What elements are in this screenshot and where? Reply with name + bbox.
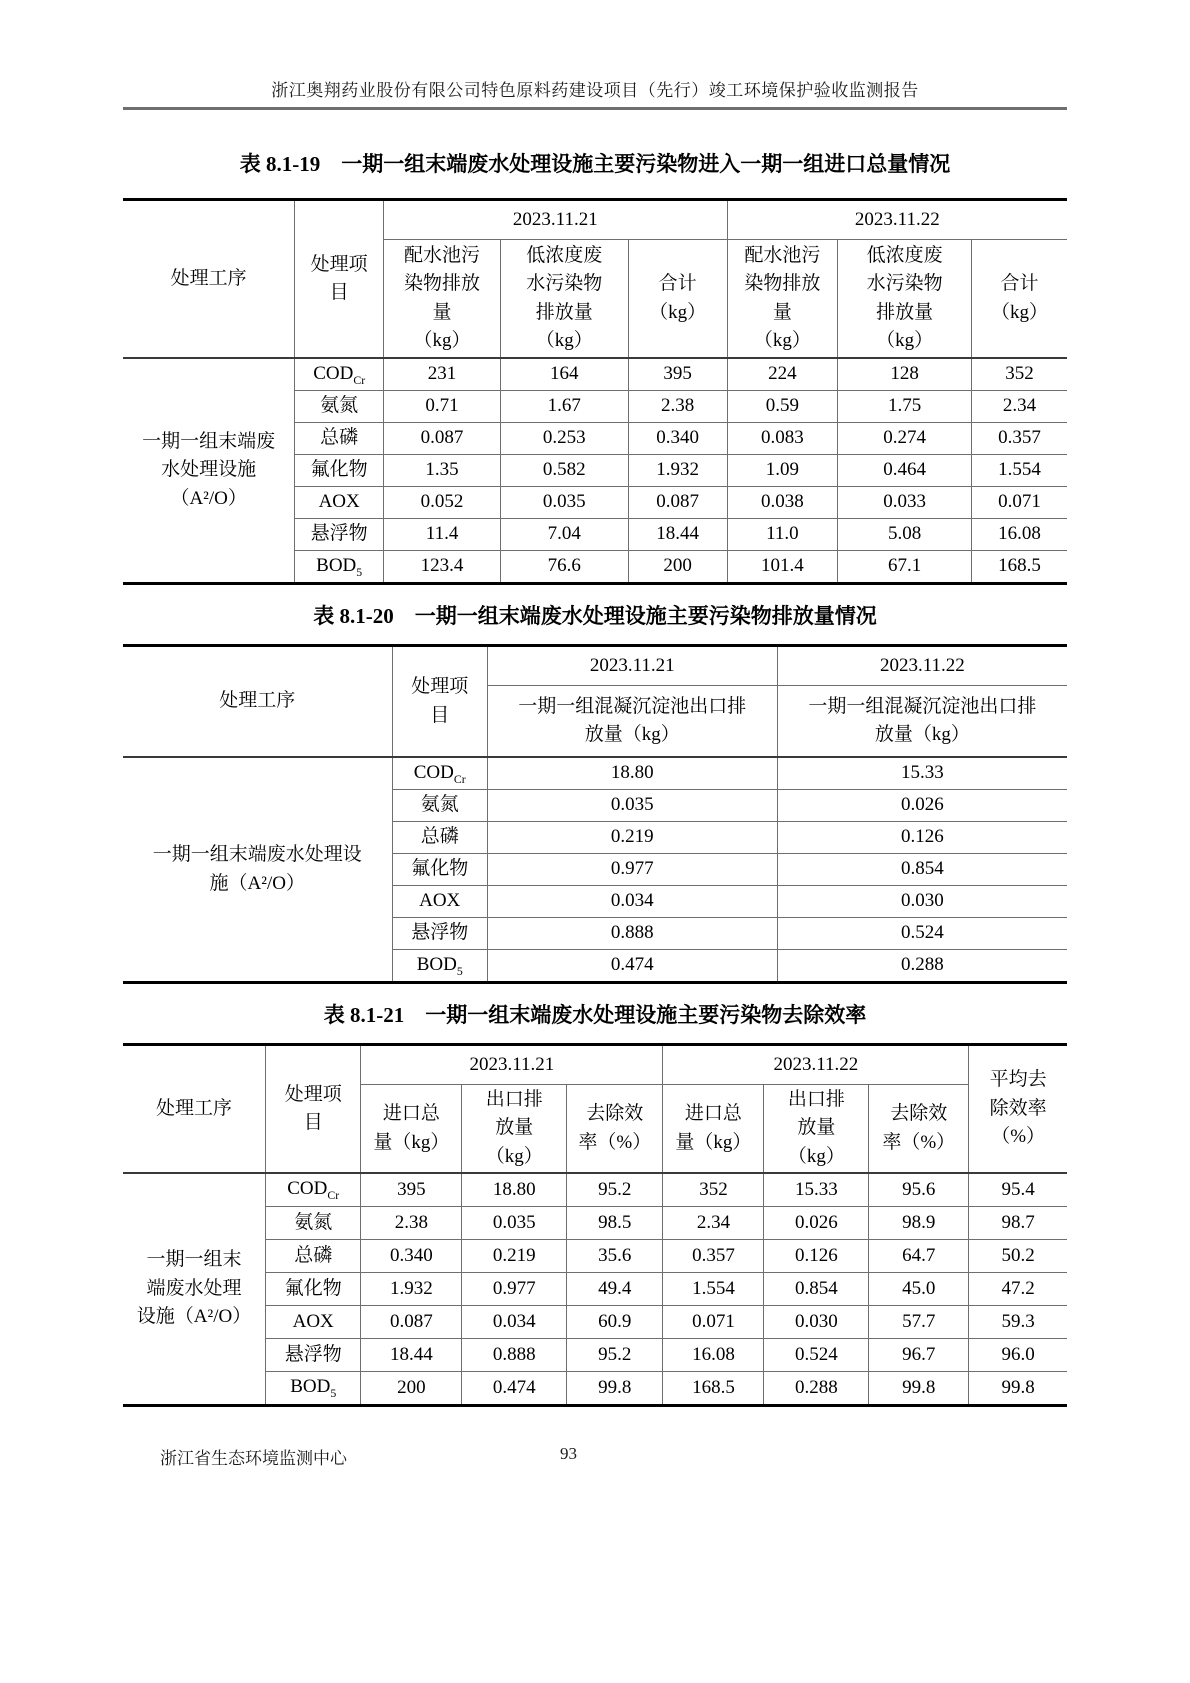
pollutant-name [295, 455, 384, 487]
pollutant-name [266, 1273, 361, 1306]
pollutant-base: 悬浮物 [310, 523, 368, 545]
value-cell: 0.087 [628, 487, 727, 519]
header-dispatch-pool: 配水池污 染物排放 量 （kg） [384, 240, 501, 359]
header-average-removal: 平均去 除效率 （%） [969, 1045, 1067, 1174]
value-cell: 18.80 [487, 757, 777, 790]
value-cell: 0.888 [487, 918, 777, 950]
value-cell: 1.554 [972, 455, 1067, 487]
header-date-1: 2023.11.21 [384, 200, 728, 240]
value-cell: 45.0 [869, 1273, 969, 1306]
value-cell: 0.071 [972, 487, 1067, 519]
value-cell: 224 [727, 358, 837, 391]
value-cell: 57.7 [869, 1306, 969, 1339]
value-cell: 0.219 [462, 1240, 567, 1273]
value-cell: 59.3 [969, 1306, 1067, 1339]
header-low-concentration: 低浓度废 水污染物 排放量 （kg） [838, 240, 972, 359]
table-8-1-21-title: 表 8.1-21 一期一组末端废水处理设施主要污染物去除效率 [323, 1003, 867, 1027]
value-cell: 352 [663, 1173, 764, 1207]
pollutant-name [295, 358, 384, 391]
pollutant-name [266, 1207, 361, 1240]
header-process-column: 处理工序 [123, 646, 392, 758]
pollutant-base: BOD [290, 1376, 331, 1398]
pollutant-base: COD [287, 1178, 328, 1200]
value-cell: 98.7 [969, 1207, 1067, 1240]
value-cell: 0.083 [727, 423, 837, 455]
footer-organization: 浙江省生态环境监测中心 [160, 1449, 347, 1468]
pollutant-name [392, 822, 487, 854]
value-cell: 0.026 [764, 1207, 869, 1240]
value-cell: 0.854 [764, 1273, 869, 1306]
value-cell: 96.0 [969, 1339, 1067, 1372]
pollutant-subscript: Cr [453, 772, 466, 786]
header-process-column: 处理工序 [123, 200, 295, 359]
value-cell: 11.4 [384, 519, 501, 551]
pollutant-name [295, 487, 384, 519]
value-cell: 164 [501, 358, 628, 391]
header-outlet-discharge: 出口排 放量 （kg） [764, 1085, 869, 1174]
value-cell: 76.6 [501, 551, 628, 584]
footer-page-number: 93 [560, 1444, 577, 1463]
value-cell: 0.035 [487, 790, 777, 822]
value-cell: 168.5 [663, 1372, 764, 1406]
header-date-1: 2023.11.21 [487, 646, 777, 686]
pollutant-name [266, 1339, 361, 1372]
pollutant-name [392, 757, 487, 790]
value-cell: 16.08 [663, 1339, 764, 1372]
value-cell: 0.340 [361, 1240, 462, 1273]
value-cell: 0.288 [777, 950, 1067, 983]
pollutant-name [392, 918, 487, 950]
pollutant-subscript: Cr [353, 373, 366, 387]
value-cell: 96.7 [869, 1339, 969, 1372]
value-cell: 352 [972, 358, 1067, 391]
value-cell: 0.034 [487, 886, 777, 918]
value-cell: 1.932 [628, 455, 727, 487]
value-cell: 0.524 [777, 918, 1067, 950]
table-row [123, 646, 1067, 686]
value-cell: 64.7 [869, 1240, 969, 1273]
value-cell: 0.357 [972, 423, 1067, 455]
value-cell: 101.4 [727, 551, 837, 584]
value-cell: 50.2 [969, 1240, 1067, 1273]
value-cell: 2.34 [663, 1207, 764, 1240]
table-8-1-19-title: 表 8.1-19 一期一组末端废水处理设施主要污染物进入一期一组进口总量情况 [239, 152, 951, 176]
header-outlet-discharge: 一期一组混凝沉淀池出口排 放量（kg） [777, 686, 1067, 758]
header-item-column: 处理项 目 [295, 200, 384, 359]
value-cell: 168.5 [972, 551, 1067, 584]
pollutant-base: 总磷 [320, 427, 359, 449]
value-cell: 0.274 [838, 423, 972, 455]
value-cell: 95.6 [869, 1173, 969, 1207]
header-date-2: 2023.11.22 [727, 200, 1067, 240]
process-label: 一期一组末端废 水处理设施 （A²/O） [123, 358, 295, 584]
pollutant-base: 氨氮 [420, 794, 459, 816]
pollutant-name [295, 423, 384, 455]
value-cell: 95.2 [567, 1339, 663, 1372]
value-cell: 98.9 [869, 1207, 969, 1240]
header-divider-rule [123, 107, 1067, 110]
pollutant-base: AOX [419, 890, 461, 912]
value-cell: 395 [361, 1173, 462, 1207]
value-cell: 99.8 [969, 1372, 1067, 1406]
value-cell: 0.026 [777, 790, 1067, 822]
header-low-concentration: 低浓度废 水污染物 排放量 （kg） [501, 240, 628, 359]
pollutant-base: BOD [316, 554, 357, 576]
table-row [123, 1173, 1067, 1207]
process-label: 一期一组末 端废水处理 设施（A²/O） [123, 1173, 266, 1406]
value-cell: 0.977 [487, 854, 777, 886]
value-cell: 49.4 [567, 1273, 663, 1306]
value-cell: 1.35 [384, 455, 501, 487]
header-item-column: 处理项 目 [266, 1045, 361, 1174]
value-cell: 35.6 [567, 1240, 663, 1273]
table-row [123, 358, 1067, 391]
table-8-1-20 [123, 644, 1067, 984]
value-cell: 395 [628, 358, 727, 391]
pollutant-subscript: 5 [456, 964, 463, 978]
pollutant-base: 悬浮物 [411, 922, 469, 944]
header-item-column: 处理项 目 [392, 646, 487, 758]
pollutant-name [392, 790, 487, 822]
pollutant-name [295, 391, 384, 423]
value-cell: 0.854 [777, 854, 1067, 886]
value-cell: 231 [384, 358, 501, 391]
value-cell: 0.59 [727, 391, 837, 423]
pollutant-base: 氟化物 [310, 459, 368, 481]
pollutant-name [266, 1306, 361, 1339]
value-cell: 18.80 [462, 1173, 567, 1207]
value-cell: 60.9 [567, 1306, 663, 1339]
value-cell: 0.219 [487, 822, 777, 854]
document-header-title: 浙江奥翔药业股份有限公司特色原料药建设项目（先行）竣工环境保护验收监测报告 [271, 81, 919, 100]
value-cell: 99.8 [869, 1372, 969, 1406]
header-process-column: 处理工序 [123, 1045, 266, 1174]
value-cell: 1.75 [838, 391, 972, 423]
table-row [123, 1372, 1067, 1406]
value-cell: 95.4 [969, 1173, 1067, 1207]
value-cell: 200 [628, 551, 727, 584]
value-cell: 0.087 [361, 1306, 462, 1339]
value-cell: 0.977 [462, 1273, 567, 1306]
pollutant-name [392, 950, 487, 983]
pollutant-name [392, 854, 487, 886]
pollutant-base: 悬浮物 [284, 1343, 342, 1365]
table-row [123, 757, 1067, 790]
value-cell: 18.44 [628, 519, 727, 551]
pollutant-base: BOD [416, 953, 457, 975]
header-date-1: 2023.11.21 [361, 1045, 663, 1085]
value-cell: 0.582 [501, 455, 628, 487]
value-cell: 123.4 [384, 551, 501, 584]
pollutant-base: 氨氮 [320, 395, 359, 417]
header-total: 合计 （kg） [628, 240, 727, 359]
process-label: 一期一组末端废水处理设 施（A²/O） [123, 757, 392, 983]
pollutant-subscript: 5 [330, 1387, 337, 1401]
pollutant-base: 总磷 [420, 826, 459, 848]
table-row [123, 200, 1067, 240]
header-removal-rate: 去除效 率（%） [567, 1085, 663, 1174]
value-cell: 2.34 [972, 391, 1067, 423]
header-outlet-discharge: 出口排 放量 （kg） [462, 1085, 567, 1174]
value-cell: 67.1 [838, 551, 972, 584]
table-row [123, 1273, 1067, 1306]
pollutant-base: AOX [318, 491, 360, 513]
value-cell: 99.8 [567, 1372, 663, 1406]
value-cell: 0.253 [501, 423, 628, 455]
pollutant-base: 总磷 [294, 1244, 333, 1266]
value-cell: 7.04 [501, 519, 628, 551]
value-cell: 0.033 [838, 487, 972, 519]
header-date-2: 2023.11.22 [777, 646, 1067, 686]
header-inlet-total: 进口总 量（kg） [361, 1085, 462, 1174]
pollutant-base: AOX [292, 1310, 334, 1332]
value-cell: 0.474 [462, 1372, 567, 1406]
value-cell: 200 [361, 1372, 462, 1406]
table-row [123, 1240, 1067, 1273]
table-8-1-21 [123, 1043, 1067, 1407]
pollutant-name [266, 1372, 361, 1406]
value-cell: 98.5 [567, 1207, 663, 1240]
pollutant-name [266, 1173, 361, 1207]
header-inlet-total: 进口总 量（kg） [663, 1085, 764, 1174]
pollutant-base: 氟化物 [411, 858, 469, 880]
pollutant-base: 氨氮 [294, 1211, 333, 1233]
value-cell: 1.09 [727, 455, 837, 487]
pollutant-base: COD [313, 362, 354, 384]
header-dispatch-pool: 配水池污 染物排放 量 （kg） [727, 240, 837, 359]
page-content [123, 0, 1067, 1407]
value-cell: 1.932 [361, 1273, 462, 1306]
pollutant-subscript: Cr [327, 1189, 340, 1203]
value-cell: 0.030 [764, 1306, 869, 1339]
value-cell: 0.030 [777, 886, 1067, 918]
value-cell: 2.38 [361, 1207, 462, 1240]
pollutant-name [295, 551, 384, 584]
value-cell: 0.474 [487, 950, 777, 983]
table-row [123, 1339, 1067, 1372]
table-row [123, 1207, 1067, 1240]
value-cell: 16.08 [972, 519, 1067, 551]
value-cell: 95.2 [567, 1173, 663, 1207]
value-cell: 47.2 [969, 1273, 1067, 1306]
value-cell: 0.052 [384, 487, 501, 519]
value-cell: 0.888 [462, 1339, 567, 1372]
pollutant-base: COD [413, 761, 454, 783]
table-row [123, 1045, 1067, 1085]
value-cell: 0.035 [501, 487, 628, 519]
value-cell: 5.08 [838, 519, 972, 551]
value-cell: 0.038 [727, 487, 837, 519]
value-cell: 2.38 [628, 391, 727, 423]
value-cell: 0.71 [384, 391, 501, 423]
value-cell: 0.087 [384, 423, 501, 455]
value-cell: 0.071 [663, 1306, 764, 1339]
header-outlet-discharge: 一期一组混凝沉淀池出口排 放量（kg） [487, 686, 777, 758]
value-cell: 0.288 [764, 1372, 869, 1406]
pollutant-subscript: 5 [356, 565, 363, 579]
value-cell: 1.554 [663, 1273, 764, 1306]
header-total: 合计 （kg） [972, 240, 1067, 359]
value-cell: 0.126 [764, 1240, 869, 1273]
table-8-1-20-title: 表 8.1-20 一期一组末端废水处理设施主要污染物排放量情况 [313, 604, 877, 628]
value-cell: 1.67 [501, 391, 628, 423]
value-cell: 11.0 [727, 519, 837, 551]
pollutant-name [392, 886, 487, 918]
value-cell: 0.464 [838, 455, 972, 487]
table-row [123, 1306, 1067, 1339]
value-cell: 0.034 [462, 1306, 567, 1339]
value-cell: 128 [838, 358, 972, 391]
value-cell: 15.33 [764, 1173, 869, 1207]
header-date-2: 2023.11.22 [663, 1045, 969, 1085]
pollutant-name [266, 1240, 361, 1273]
value-cell: 0.357 [663, 1240, 764, 1273]
value-cell: 18.44 [361, 1339, 462, 1372]
pollutant-name [295, 519, 384, 551]
header-removal-rate: 去除效 率（%） [869, 1085, 969, 1174]
value-cell: 0.524 [764, 1339, 869, 1372]
value-cell: 0.035 [462, 1207, 567, 1240]
value-cell: 15.33 [777, 757, 1067, 790]
table-8-1-19 [123, 198, 1067, 585]
value-cell: 0.340 [628, 423, 727, 455]
pollutant-base: 氟化物 [284, 1277, 342, 1299]
value-cell: 0.126 [777, 822, 1067, 854]
